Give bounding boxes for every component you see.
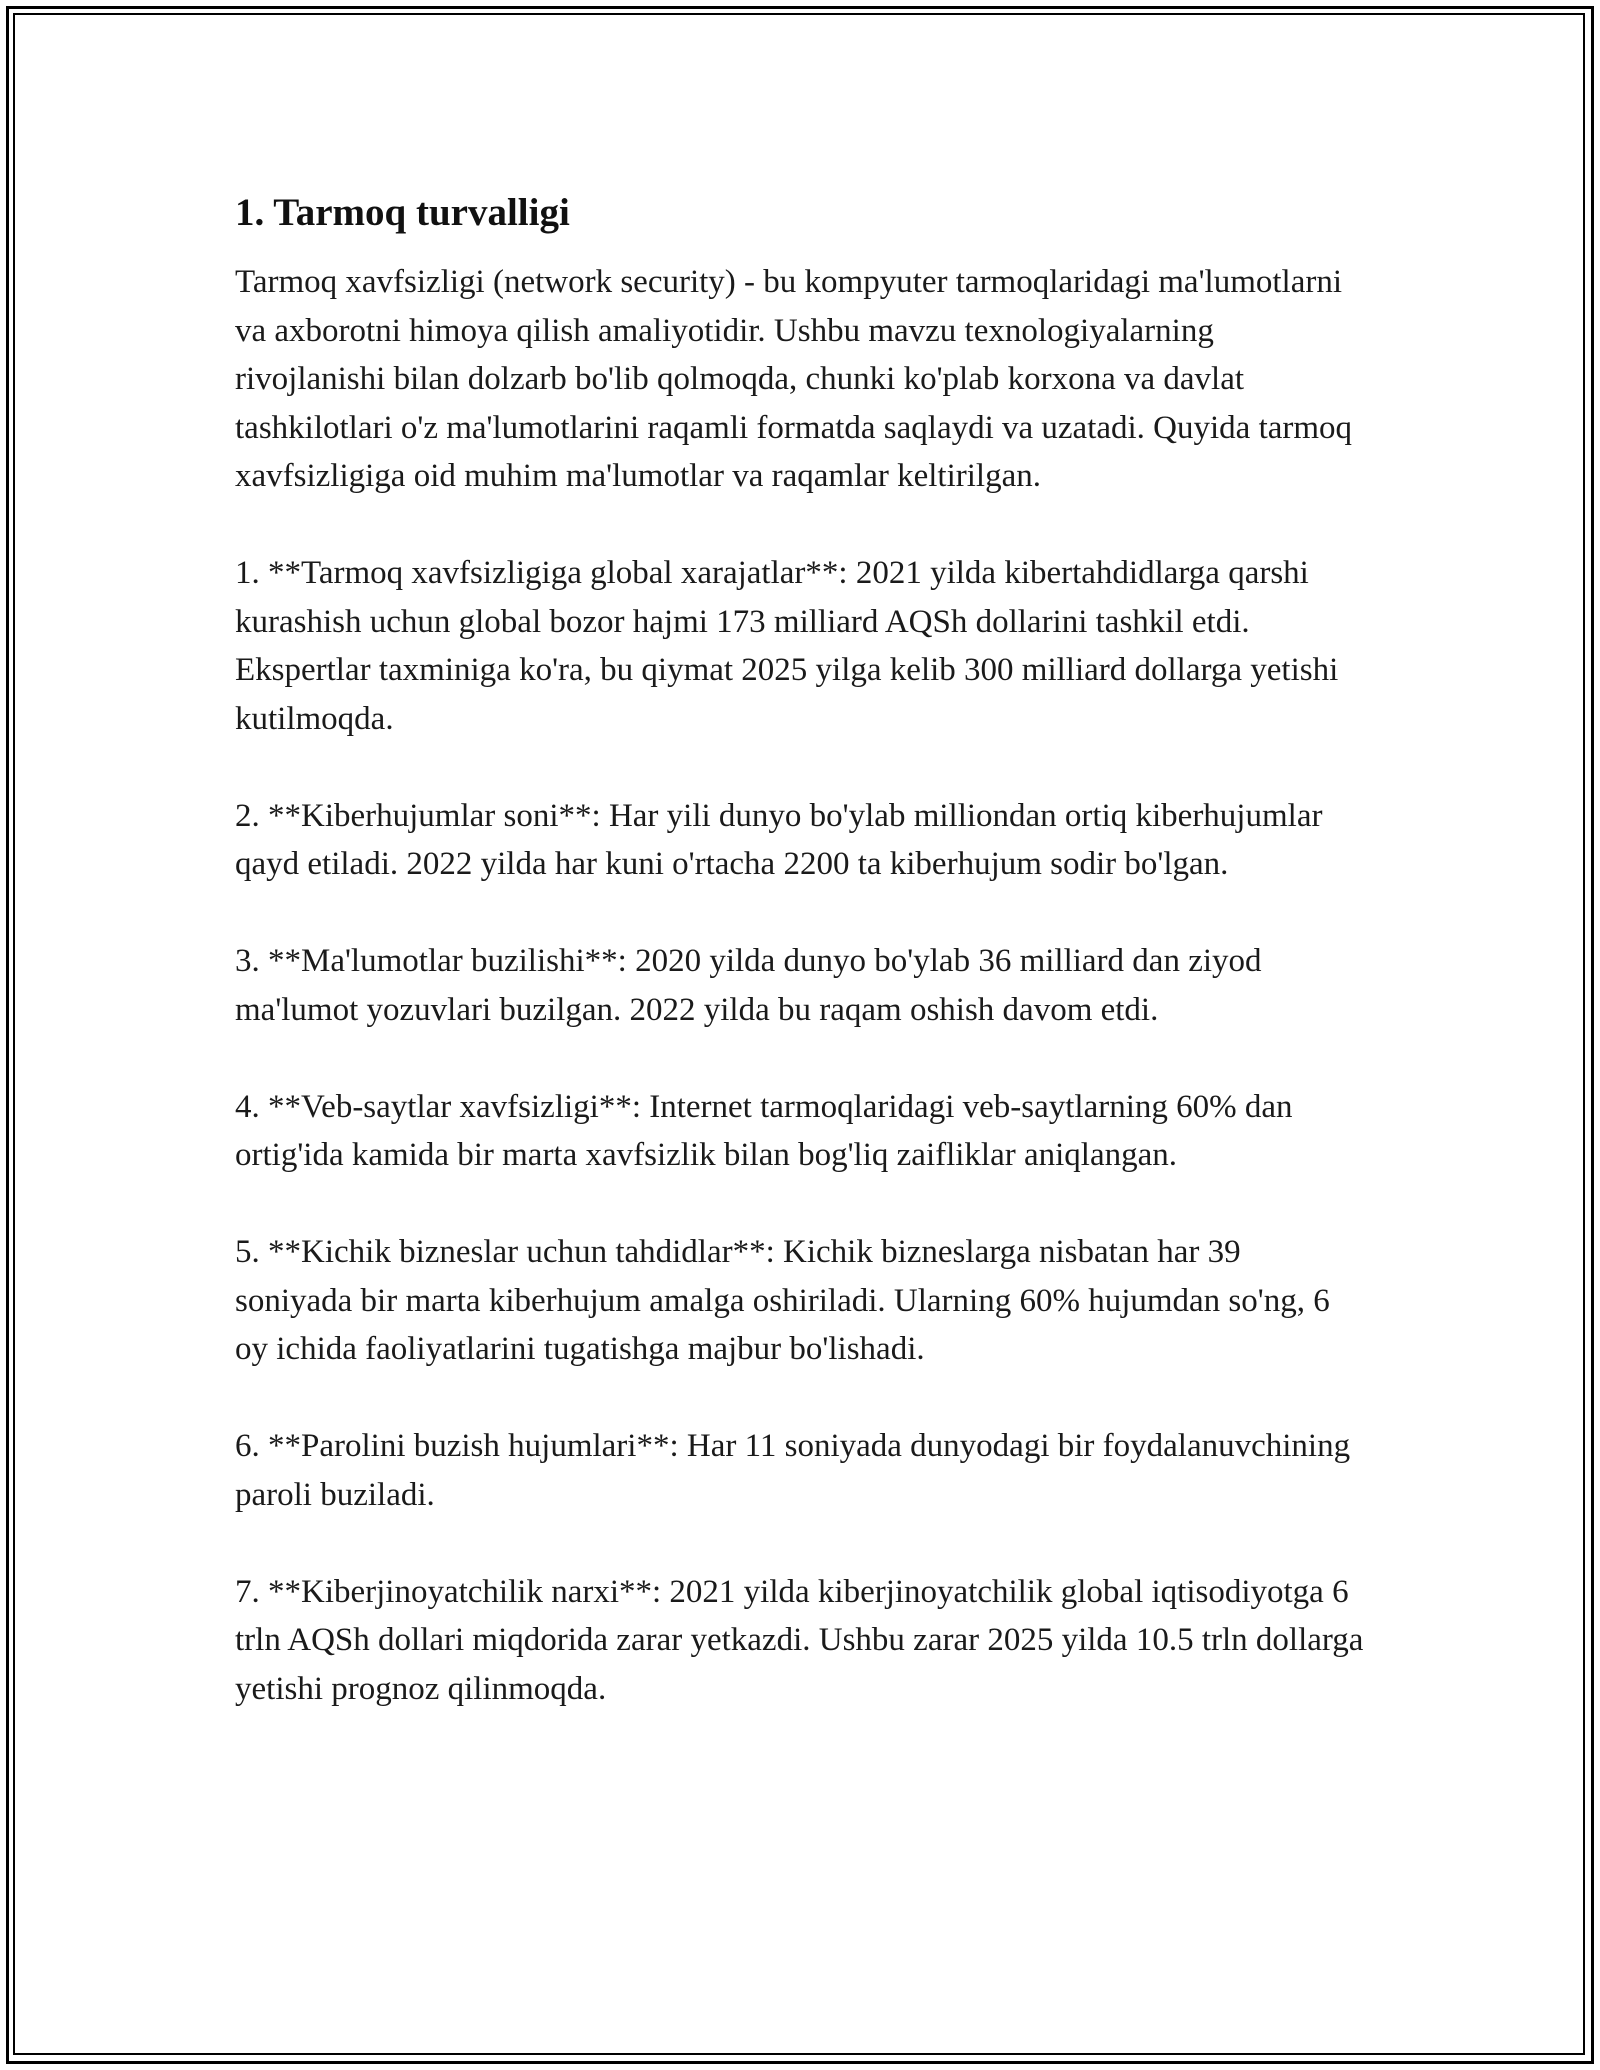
- intro-paragraph: Tarmoq xavfsizligi (network security) - bu kompyuter tarmoqlaridagi ma'lumotlarni va axborotni himoya qilish amaliyotidir. Ushbu mavzu texnologiyalarning rivojlanishi bilan dolzarb bo'lib qolmoqda, chunki ko'plab korxona va davlat tashkilotlari o'z ma'lumotlarini raqamli formatda saqlaydi va uzatadi. Quyida tarmoq xavfsizligiga oid muhim ma'lumotlar va raqamlar keltirilgan.: [235, 264, 1353, 494]
- list-item-7: 7. **Kiberjinoyatchilik narxi**: 2021 yilda kiberjinoyatchilik global iqtisodiyotga 6 trln AQSh dollari miqdorida zarar yetkazdi. Ushbu zarar 2025 yilda 10.5 trln dollarga yetishi prognoz qilinmoqda.: [235, 1573, 1364, 1707]
- list-item-1: 1. **Tarmoq xavfsizligiga global xarajatlar**: 2021 yilda kibertahdidlarga qarshi kurashish uchun global bozor hajmi 173 milliard AQSh dollarini tashkil etdi. Ekspertlar taxminiga ko'ra, bu qiymat 2025 yilga kelib 300 milliard dollarga yetishi kutilmoqda.: [235, 555, 1339, 737]
- list-item-4: 4. **Veb-saytlar xavfsizligi**: Internet tarmoqlaridagi veb-saytlarning 60% dan ortig'ida kamida bir marta xavfsizlik bilan bog'liq zaifliklar aniqlangan.: [235, 1088, 1293, 1173]
- document-body: [235, 188, 1365, 1713]
- list-item-3: 3. **Ma'lumotlar buzilishi**: 2020 yilda dunyo bo'ylab 36 milliard dan ziyod ma'lumot yozuvlari buzilgan. 2022 yilda bu raqam oshish davom etdi.: [235, 943, 1262, 1028]
- page-title: 1. Tarmoq turvalligi: [235, 191, 570, 234]
- list-item-5: 5. **Kichik bizneslar uchun tahdidlar**: Kichik bizneslarga nisbatan har 39 soniyada bir marta kiberhujum amalga oshiriladi. Ularning 60% hujumdan so'ng, 6 oy ichida faoliyatlarini tugatishga majbur bo'lishadi.: [235, 1234, 1330, 1367]
- list-item-2: 2. **Kiberhujumlar soni**: Har yili dunyo bo'ylab milliondan ortiq kiberhujumlar qayd etiladi. 2022 yilda har kuni o'rtacha 2200 ta kiberhujum sodir bo'lgan.: [235, 797, 1323, 882]
- list-item-6: 6. **Parolini buzish hujumlari**: Har 11 soniyada dunyodagi bir foydalanuvchining paroli buziladi.: [235, 1428, 1351, 1513]
